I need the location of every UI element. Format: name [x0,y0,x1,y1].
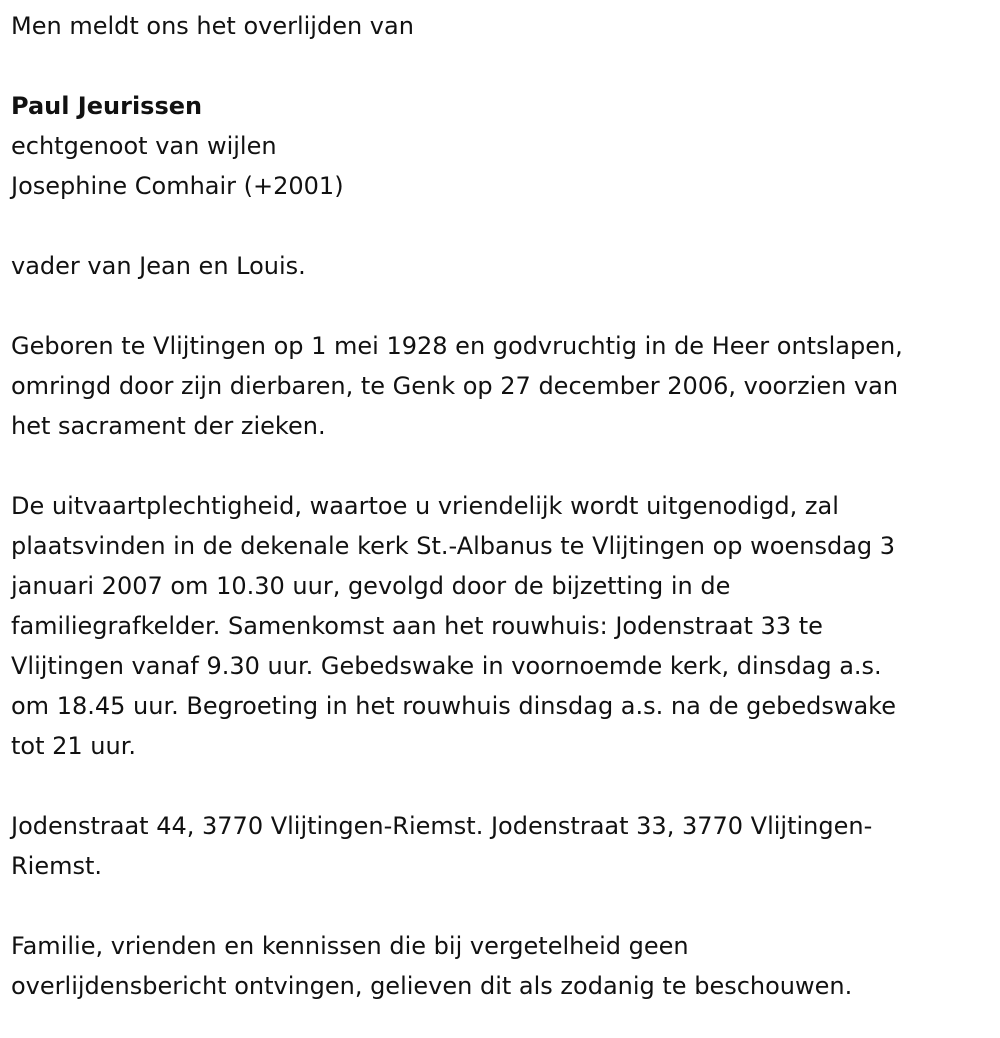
paragraph-line: Riemst. [11,852,103,880]
spouse-name: Josephine Comhair (+2001) [11,172,344,200]
paragraph-line: De uitvaartplechtigheid, waartoe u vriendelijk wordt uitgenodigd, zal [11,492,839,520]
intro-text: Men meldt ons het overlijden van [11,12,414,40]
spacer [11,766,1000,806]
children-text: vader van Jean en Louis. [11,252,306,280]
spacer [11,886,1000,926]
spacer [11,206,1000,246]
spouse-label: echtgenoot van wijlen [11,132,277,160]
address-paragraph [11,806,1000,886]
paragraph-line: januari 2007 om 10.30 uur, gevolgd door de bijzetting in de [11,572,731,600]
deceased-name: Paul Jeurissen [11,92,203,120]
paragraph-line: Geboren te Vlijtingen op 1 mei 1928 en godvruchtig in de Heer ontslapen, [11,332,903,360]
paragraph-line: plaatsvinden in de dekenale kerk St.-Albanus te Vlijtingen op woensdag 3 [11,532,896,560]
paragraph-line: Jodenstraat 44, 3770 Vlijtingen-Riemst. Jodenstraat 33, 3770 Vlijtingen- [11,812,873,840]
spacer [11,46,1000,86]
spacer [11,446,1000,486]
closing-paragraph [11,926,1000,1006]
paragraph-line: overlijdensbericht ontvingen, gelieven dit als zodanig te beschouwen. [11,972,853,1000]
paragraph-line: het sacrament der zieken. [11,412,326,440]
paragraph-line: Familie, vrienden en kennissen die bij vergetelheid geen [11,932,689,960]
funeral-paragraph [11,486,1000,766]
paragraph-line: tot 21 uur. [11,732,137,760]
paragraph-line: omringd door zijn dierbaren, te Genk op 27 december 2006, voorzien van [11,372,899,400]
paragraph-line: om 18.45 uur. Begroeting in het rouwhuis dinsdag a.s. na de gebedswake [11,692,896,720]
paragraph-line: Vlijtingen vanaf 9.30 uur. Gebedswake in voornoemde kerk, dinsdag a.s. [11,652,882,680]
spacer [11,286,1000,326]
birth-death-paragraph [11,326,1000,446]
paragraph-line: familiegrafkelder. Samenkomst aan het rouwhuis: Jodenstraat 33 te [11,612,823,640]
